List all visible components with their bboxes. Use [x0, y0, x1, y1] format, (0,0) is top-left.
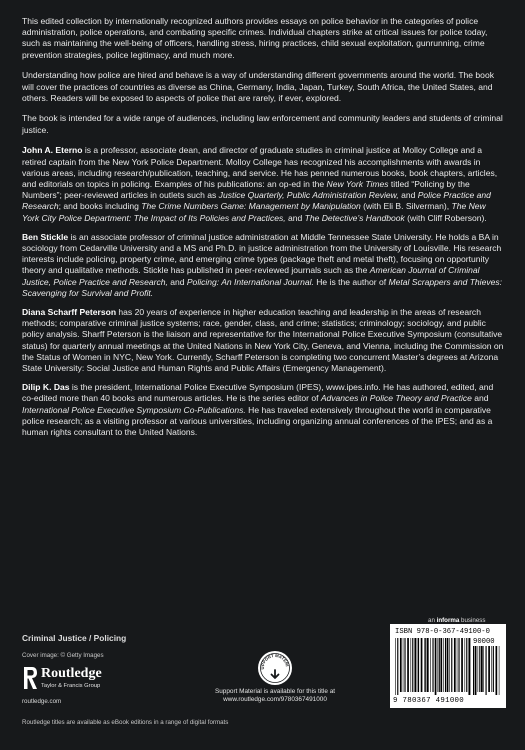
publisher-group: Taylor & Francis Group [41, 683, 101, 689]
barcode-bar [400, 638, 402, 692]
ean-digits: 9 780367 491000 [393, 697, 465, 705]
barcode-bar [493, 646, 494, 692]
barcode-bar [417, 638, 418, 692]
bio-das: Dilip K. Das is the president, International Police Executive Symposium (IPES), www.ipes.info. He has authored, edited, and co-edited more than 40 books and numerous articles. He is the series editor of Advances in Police Theory and Practice and International Police Executive Symposium Co-Publications. He has traveled extensively throughout the world in comparative police research; as a visiting professor at various universities, including organizing annual conferences of the IPES; and as a human rights consultant to the United Nations. [22, 382, 494, 437]
publisher-url: routledge.com [22, 698, 62, 705]
ebook-notice: Routledge titles are available as eBook editions in a range of digital formats [22, 719, 229, 726]
barcode-bar [491, 646, 492, 692]
cover-image-credit: Cover image: © Getty Images [22, 652, 104, 659]
barcode-bar [447, 638, 449, 692]
barcode-bar [414, 638, 416, 692]
barcode-bar [439, 638, 440, 692]
intro-paragraph-2: Understanding how police are hired and behave is a way of understanding different governments around the world. The book will cover the practices of countries as diverse as China, Germany, India, Japan, Turkey, South Africa, the United States, and others. Readers will be exposed to aspects of police that are rarely, if ever, explored. [22, 70, 494, 103]
barcode-bar [430, 638, 431, 692]
support-line-1: Support Material is available for this title at [214, 688, 336, 695]
support-material-badge-icon [257, 650, 293, 686]
barcode-bar [461, 638, 463, 692]
barcode-bar [454, 638, 456, 692]
addon-barcode-bars [473, 646, 501, 696]
author-name: John A. Eterno [22, 145, 83, 156]
barcode-bar [435, 638, 437, 695]
bio-stickle: Ben Stickle is an associate professor of criminal justice administration at Middle Tennessee State University. He holds a BA in sociology from Cedarville University and a MS and Ph.D. in justice administration from the University of Louisville. His research interests include policing, property crime, and emerging crime types (package theft and metal theft), focusing on opportunity theory and qualitative methods. Stickle has published in peer-reviewed journals such as the American Journal of Criminal Justice, Police Practice and Research, and Policing: An International Journal. He is the author of Metal Scrappers and Thieves: Scavenging for Survival and Profit. [22, 231, 503, 298]
subject-category: Criminal Justice / Policing [22, 633, 127, 643]
barcode-bar [411, 638, 412, 692]
author-name: Dilip K. Das [22, 382, 70, 393]
barcode-bar [451, 638, 452, 692]
barcode-bar [407, 638, 409, 692]
barcode-bar [397, 638, 398, 695]
barcode-bar [449, 638, 450, 692]
barcode-bar [483, 646, 484, 692]
intro-paragraph-1: This edited collection by internationally recognized authors provides essays on police behavior in the categories of police administration, police operations, and combating specific crimes. Individual chapters strike at critical issues for police today, such as maintaining the well-being of officers, handling stress, hiring practices, child sexual exploitation, gunrunning, crime prevention strategies, police legitimacy, and much more. [22, 16, 488, 60]
barcode-bar [479, 646, 480, 692]
barcode-bar [438, 638, 439, 692]
barcode-bar [424, 638, 425, 692]
barcode-bar [395, 638, 396, 695]
barcode-bar [468, 638, 470, 695]
barcode-bar [473, 646, 474, 695]
isbn-barcode [390, 624, 506, 708]
isbn-number: ISBN 978-0-367-49100-0 [395, 628, 490, 636]
informa-business-tag: an informa business [428, 617, 486, 624]
author-name: Ben Stickle [22, 231, 69, 242]
badge-text: UPPORT MATERI [259, 652, 290, 670]
support-line-2: www.routledge.com/9780367491000 [223, 696, 327, 703]
publisher-logo-block [22, 665, 132, 709]
barcode-bar [427, 638, 429, 692]
bio-eterno: John A. Eterno is a professor, associate dean, and director of graduate studies in criminal justice at Molloy College and a retired captain from the New York Police Department. Molloy College has recognized his accomplishments with awards in various areas, including research/publication, teaching, and service. He has penned numerous books, book chapters, articles, and editorials on topics in policing. Examples of his publications: an op-ed in the New York Times titled “Policing by the Numbers”; peer-reviewed articles in outlets such as Justice Quarterly, Public Administration Review, and Police Practice and Research; and books including The Crime Numbers Game: Management by Manipulation (with Eli B. Silverman), The New York City Police Department: The Impact of Its Policies and Practices, and The Detective’s Handbook (with Cliff Roberson). [22, 145, 498, 223]
barcode-bar [445, 638, 446, 692]
intro-paragraph-3: The book is intended for a wide range of audiences, including law enforcement and community leaders and students of criminal justice. [22, 113, 503, 135]
barcode-bar [425, 638, 426, 692]
barcode-bar [475, 646, 477, 695]
price-code: 90000 [473, 638, 495, 646]
ean-barcode-bars [395, 638, 471, 696]
barcode-bar [403, 638, 404, 692]
back-cover-text [22, 16, 504, 446]
bio-peterson: Diana Scharff Peterson has 20 years of experience in higher education teaching and leadership in the areas of research methods; comparative criminal justice systems; race, gender, class, and crime; statistics; criminology; sociology, and public policy analysis. Sharff Peterson is the liaison and representative for the International Police Executive Symposium (consultative status) for quarterly annual meetings at the United Nations in New York City, Geneva, and Vienna, including the Commission on the Status of Women in NYC, New York. Currently, Scharff Peterson is completing two concurrent Master’s degrees at Arizona State University: Social Justice and Human Rights and Public Affairs (Emergency Management). [22, 306, 504, 373]
barcode-bar [458, 638, 459, 692]
support-material [210, 650, 340, 704]
barcode-bar [443, 638, 444, 692]
barcode-bar [481, 646, 483, 692]
barcode-bar [496, 646, 498, 695]
barcode-bar [418, 638, 419, 692]
barcode-bar [457, 638, 458, 692]
barcode-bar [486, 646, 487, 695]
author-name: Diana Scharff Peterson [22, 306, 117, 317]
barcode-bar [466, 638, 467, 692]
publisher-name: Routledge [41, 666, 102, 681]
barcode-bar [488, 646, 490, 692]
barcode-bar [404, 638, 405, 692]
barcode-bar [499, 646, 500, 695]
routledge-logo-icon [22, 666, 38, 690]
barcode-bar [440, 638, 442, 692]
barcode-bar [478, 646, 479, 692]
barcode-bar [412, 638, 413, 692]
barcode-bar [465, 638, 466, 692]
barcode-bar [421, 638, 423, 692]
barcode-bar [432, 638, 433, 692]
